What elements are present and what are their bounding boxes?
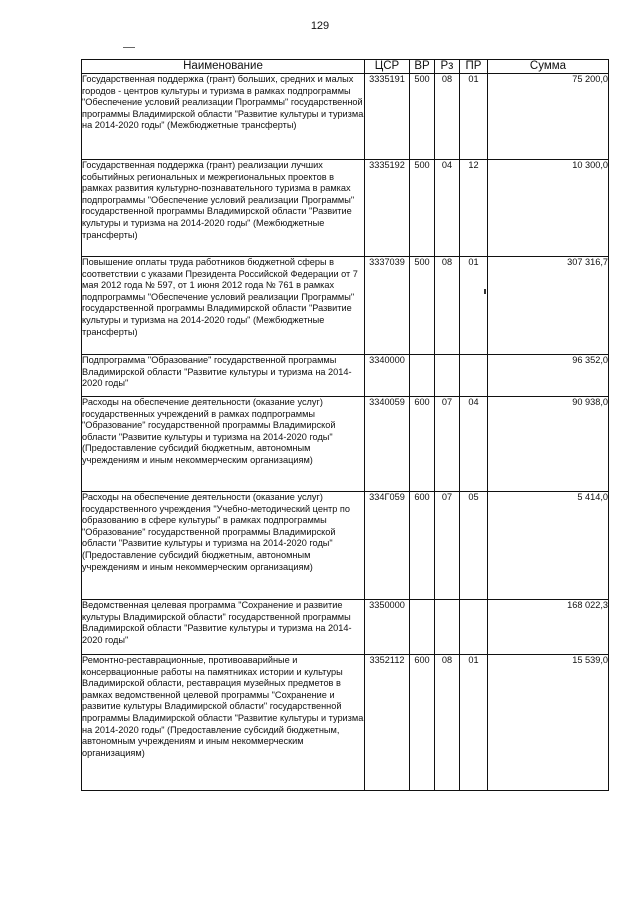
row-pr: 01 [460, 74, 488, 160]
budget-table [81, 59, 609, 791]
row-pr: 01 [460, 257, 488, 355]
table-row [82, 397, 609, 492]
row-name: Ведомственная целевая программа "Сохранение и развитие культуры Владимирской области" государственной программы Владимирской области "Развитие культуры и туризма на 2014-2020 годы" [82, 600, 365, 655]
table-row [82, 600, 609, 655]
row-csr: 3337039 [365, 257, 410, 355]
row-rz [435, 600, 460, 655]
row-csr: 3340000 [365, 355, 410, 397]
row-sum: 10 300,0 [488, 160, 609, 257]
row-name: Государственная поддержка (грант) реализации лучших событийных региональных и межрегиональных проектов в рамках развития культурно-познавательного туризма в рамках подпрограммы "Обеспечение условий реализации Программы" государственной программы Владимирской области "Развитие культуры и туризма на 2014-2020 годы" (Межбюджетные трансферты) [82, 160, 365, 257]
row-rz [435, 355, 460, 397]
table-row [82, 492, 609, 600]
row-rz: 08 [435, 74, 460, 160]
header-vr: ВР [410, 60, 435, 74]
page-number: 129 [310, 20, 330, 32]
row-sum: 90 938,0 [488, 397, 609, 492]
row-csr: 3352112 [365, 655, 410, 791]
row-name: Расходы на обеспечение деятельности (оказание услуг) государственного учреждения "Учебно-методический центр по образованию в сфере культуры" в рамках подпрограммы "Образование" государственной программы Владимирской области "Развитие культуры и туризма на 2014-2020 годы" (Предоставление субсидий бюджетным, автономным учреждениям и иным некоммерческим организациям) [82, 492, 365, 600]
row-vr [410, 355, 435, 397]
row-pr [460, 355, 488, 397]
row-csr: 3335192 [365, 160, 410, 257]
row-name: Ремонтно-реставрационные, противоаварийные и консервационные работы на памятниках истории и культуры Владимирской области, реставрация музейных предметов в рамках ведомственной целевой программы "Сохранение и развитие культуры Владимирской области" государственной программы Владимирской области "Развитие культуры и туризма на 2014-2020 годы" (Предоставление субсидий бюджетным, автономным учреждениям и иным некоммерческим организациям) [82, 655, 365, 791]
header-sum: Сумма [488, 60, 609, 74]
row-name: Расходы на обеспечение деятельности (оказание услуг) государственных учреждений в рамках подпрограммы "Образование" государственной программы Владимирской области "Развитие культуры и туризма на 2014-2020 годы" (Предоставление субсидий бюджетным, автономным учреждениям и иным некоммерческим организациям) [82, 397, 365, 492]
row-vr: 600 [410, 397, 435, 492]
row-vr: 500 [410, 257, 435, 355]
scan-mark [123, 47, 135, 48]
row-name: Повышение оплаты труда работников бюджетной сферы в соответствии с указами Президента Российской Федерации от 7 мая 2012 года № 597, от 1 июня 2012 года № 761 в рамках подпрограммы "Обеспечение условий реализации Программы" государственной программы Владимирской области "Развитие культуры и туризма на 2014-2020 годы" (Межбюджетные трансферты) [82, 257, 365, 355]
row-rz: 08 [435, 655, 460, 791]
row-sum: 307 316,7 [488, 257, 609, 355]
row-pr [460, 600, 488, 655]
table-row [82, 160, 609, 257]
row-rz: 04 [435, 160, 460, 257]
table-header-row [82, 60, 609, 74]
row-pr: 05 [460, 492, 488, 600]
row-rz: 07 [435, 397, 460, 492]
row-rz: 08 [435, 257, 460, 355]
row-vr: 500 [410, 160, 435, 257]
row-pr: 04 [460, 397, 488, 492]
scan-speck [484, 289, 486, 294]
table-row [82, 355, 609, 397]
row-vr: 600 [410, 492, 435, 600]
row-sum: 75 200,0 [488, 74, 609, 160]
row-rz: 07 [435, 492, 460, 600]
table-row [82, 74, 609, 160]
header-pr: ПР [460, 60, 488, 74]
row-sum: 168 022,3 [488, 600, 609, 655]
row-sum: 5 414,0 [488, 492, 609, 600]
row-name: Государственная поддержка (грант) больших, средних и малых городов - центров культуры и туризма в рамках подпрограммы "Обеспечение условий реализации Программы" государственной программы Владимирской области "Развитие культуры и туризма на 2014-2020 годы" (Межбюджетные трансферты) [82, 74, 365, 160]
row-sum: 15 539,0 [488, 655, 609, 791]
row-vr [410, 600, 435, 655]
row-sum: 96 352,0 [488, 355, 609, 397]
row-vr: 500 [410, 74, 435, 160]
row-pr: 01 [460, 655, 488, 791]
header-rz: Рз [435, 60, 460, 74]
row-csr: 3335191 [365, 74, 410, 160]
row-csr: 3340059 [365, 397, 410, 492]
row-csr: 3350000 [365, 600, 410, 655]
row-name: Подпрограмма "Образование" государственной программы Владимирской области "Развитие культуры и туризма на 2014-2020 годы" [82, 355, 365, 397]
row-csr: 334Г059 [365, 492, 410, 600]
header-csr: ЦСР [365, 60, 410, 74]
header-name: Наименование [82, 60, 365, 74]
table-row [82, 655, 609, 791]
table-row [82, 257, 609, 355]
row-pr: 12 [460, 160, 488, 257]
row-vr: 600 [410, 655, 435, 791]
